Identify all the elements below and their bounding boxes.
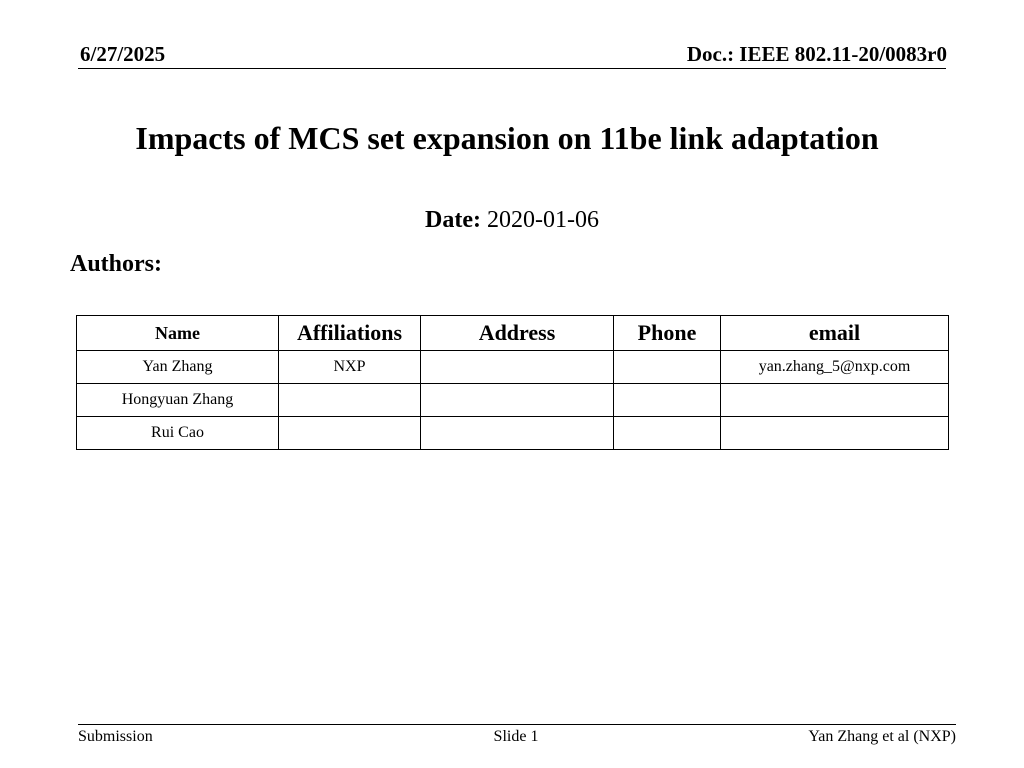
- table-row: [77, 417, 949, 450]
- footer-slide-number: Slide 1: [493, 728, 539, 745]
- author-phone-cell: [614, 417, 721, 450]
- slide-title: Impacts of MCS set expansion on 11be link adaptation: [135, 120, 879, 156]
- author-name-cell: Yan Zhang: [77, 351, 279, 384]
- table-row: [77, 351, 949, 384]
- author-phone-cell: [614, 351, 721, 384]
- header-doc-number: Doc.: IEEE 802.11-20/0083r0: [686, 42, 947, 66]
- author-name-cell: Rui Cao: [77, 417, 279, 450]
- author-email-cell: [721, 384, 949, 417]
- author-address-cell: [421, 384, 614, 417]
- footer-submission: Submission: [78, 728, 153, 745]
- author-affiliation-cell: [279, 384, 421, 417]
- header-rule: [78, 68, 946, 69]
- header-date: 6/27/2025: [80, 42, 166, 66]
- column-header-email: email: [721, 316, 949, 351]
- column-header-address: Address: [421, 316, 614, 351]
- author-name-cell: Hongyuan Zhang: [77, 384, 279, 417]
- date-line: [0, 205, 1024, 235]
- author-affiliation-cell: [279, 417, 421, 450]
- footer-rule: [78, 724, 956, 725]
- author-email-cell: [721, 417, 949, 450]
- authors-table: [76, 315, 949, 450]
- column-header-affiliations: Affiliations: [279, 316, 421, 351]
- column-header-name: Name: [77, 316, 279, 351]
- authors-label: Authors:: [70, 251, 163, 277]
- footer-author-credit: Yan Zhang et al (NXP): [808, 728, 956, 745]
- date-label: Date:: [425, 207, 481, 233]
- author-phone-cell: [614, 384, 721, 417]
- table-header-row: [77, 316, 949, 351]
- author-address-cell: [421, 351, 614, 384]
- date-value: 2020-01-06: [486, 207, 599, 233]
- author-address-cell: [421, 417, 614, 450]
- author-email-cell: yan.zhang_5@nxp.com: [721, 351, 949, 384]
- table-row: [77, 384, 949, 417]
- column-header-phone: Phone: [614, 316, 721, 351]
- author-affiliation-cell: NXP: [279, 351, 421, 384]
